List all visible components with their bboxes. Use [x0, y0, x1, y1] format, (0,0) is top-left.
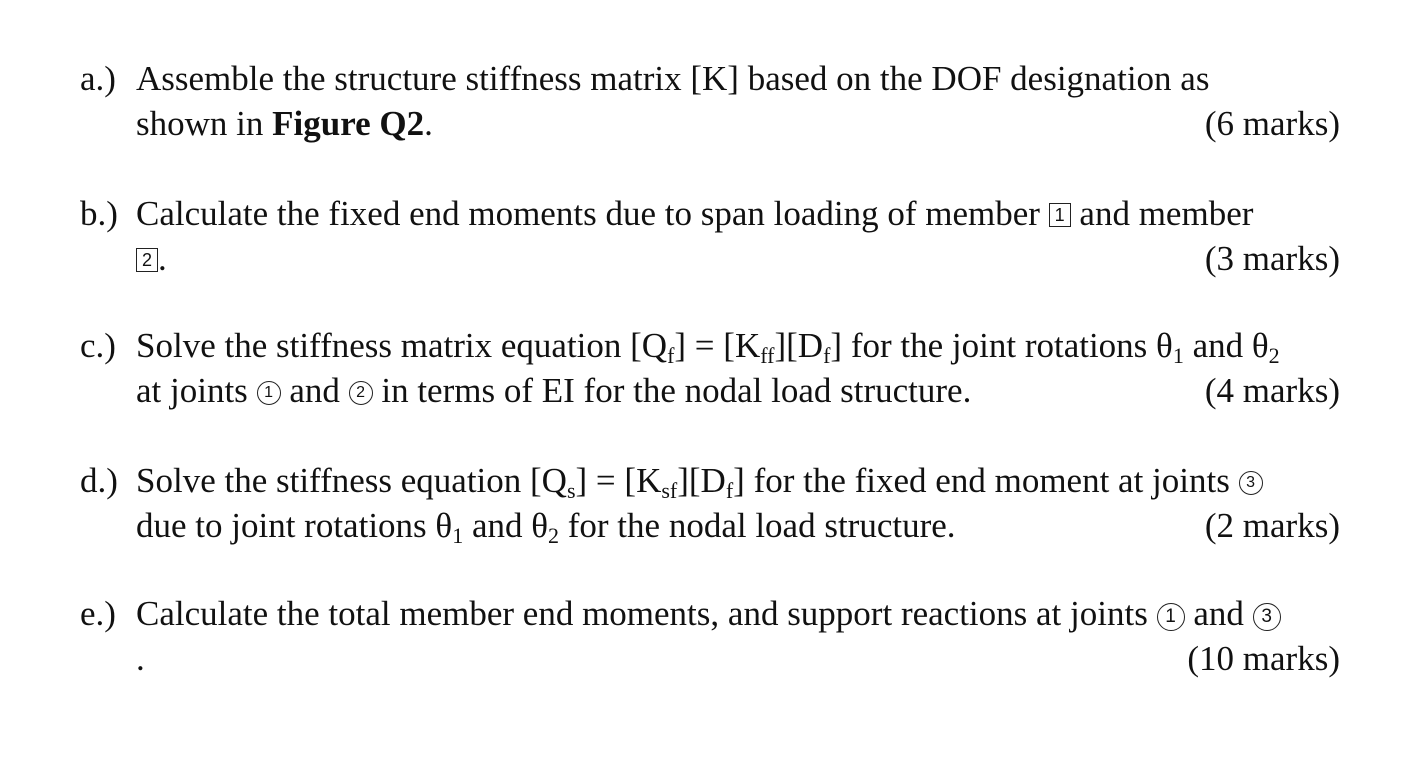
punctuation: .	[136, 639, 145, 678]
member-2-box-icon: 2	[136, 248, 158, 272]
subscript: f	[667, 343, 675, 368]
subscript: f	[725, 478, 734, 503]
question-text-line-2	[136, 101, 433, 146]
question-text-line-2	[136, 368, 971, 413]
marks-label: (6 marks)	[1204, 104, 1340, 143]
question-text: ] for the joint rotations θ	[830, 326, 1173, 365]
question-text: and	[1184, 594, 1253, 633]
question-label: c.)	[80, 326, 116, 365]
figure-reference: Figure Q2	[272, 104, 425, 143]
subscript: 1	[1172, 343, 1184, 368]
question-text: ] = [K	[674, 326, 761, 365]
question-text-line-1	[136, 323, 1280, 372]
marks-label: (10 marks)	[1187, 639, 1340, 678]
question-text: Calculate the fixed end moments due to span loading of member	[136, 194, 1040, 233]
question-text: at joints	[136, 371, 257, 410]
question-text: due to joint rotations θ	[136, 506, 453, 545]
question-label: b.)	[80, 194, 118, 233]
punctuation: .	[158, 239, 167, 278]
question-text: ] for the fixed end moment at joints	[733, 461, 1239, 500]
subscript: 2	[1268, 343, 1280, 368]
question-label: a.)	[80, 59, 116, 98]
punctuation: .	[424, 104, 433, 143]
question-text: ] = [K	[575, 461, 662, 500]
question-text: and	[280, 371, 349, 410]
subscript: ff	[760, 343, 775, 368]
question-text: and θ	[1183, 326, 1269, 365]
question-text: shown in	[136, 104, 273, 143]
question-text-line-1	[136, 591, 1281, 636]
question-label: e.)	[80, 594, 116, 633]
joint-3-circle-icon: 3	[1239, 471, 1263, 495]
question-text-line-2	[136, 503, 956, 552]
marks-label: (2 marks)	[1204, 506, 1340, 545]
question-text-line-1	[136, 56, 1209, 101]
question-text-line-1	[136, 191, 1253, 236]
subscript: sf	[661, 478, 678, 503]
question-text: ][D	[677, 461, 726, 500]
question-text: ][D	[774, 326, 824, 365]
question-text: Solve the stiffness matrix equation [Q	[136, 326, 668, 365]
question-text-line-1	[136, 458, 1263, 507]
question-text: and θ	[463, 506, 548, 545]
question-text: for the nodal load structure.	[559, 506, 956, 545]
joint-3-circle-icon: 3	[1253, 603, 1281, 631]
subscript: 2	[548, 523, 559, 548]
marks-label: (3 marks)	[1204, 239, 1340, 278]
joint-1-circle-icon: 1	[1157, 603, 1185, 631]
subscript: s	[566, 478, 576, 503]
question-text-line-2	[136, 236, 167, 281]
question-label: d.)	[80, 461, 118, 500]
marks-label: (4 marks)	[1204, 371, 1340, 410]
question-text-line-2	[136, 636, 145, 681]
question-text: and member	[1079, 194, 1254, 233]
subscript: f	[823, 343, 831, 368]
question-text: Assemble the structure stiffness matrix [K] based on the DOF designation as	[136, 59, 1210, 98]
joint-2-circle-icon: 2	[349, 381, 373, 405]
question-text: Solve the stiffness equation [Q	[136, 461, 567, 500]
question-text: Calculate the total member end moments, and support reactions at joints	[136, 594, 1157, 633]
question-text: in terms of EI for the nodal load structure.	[372, 371, 972, 410]
member-1-box-icon: 1	[1049, 203, 1071, 227]
joint-1-circle-icon: 1	[257, 381, 281, 405]
subscript: 1	[452, 523, 464, 548]
